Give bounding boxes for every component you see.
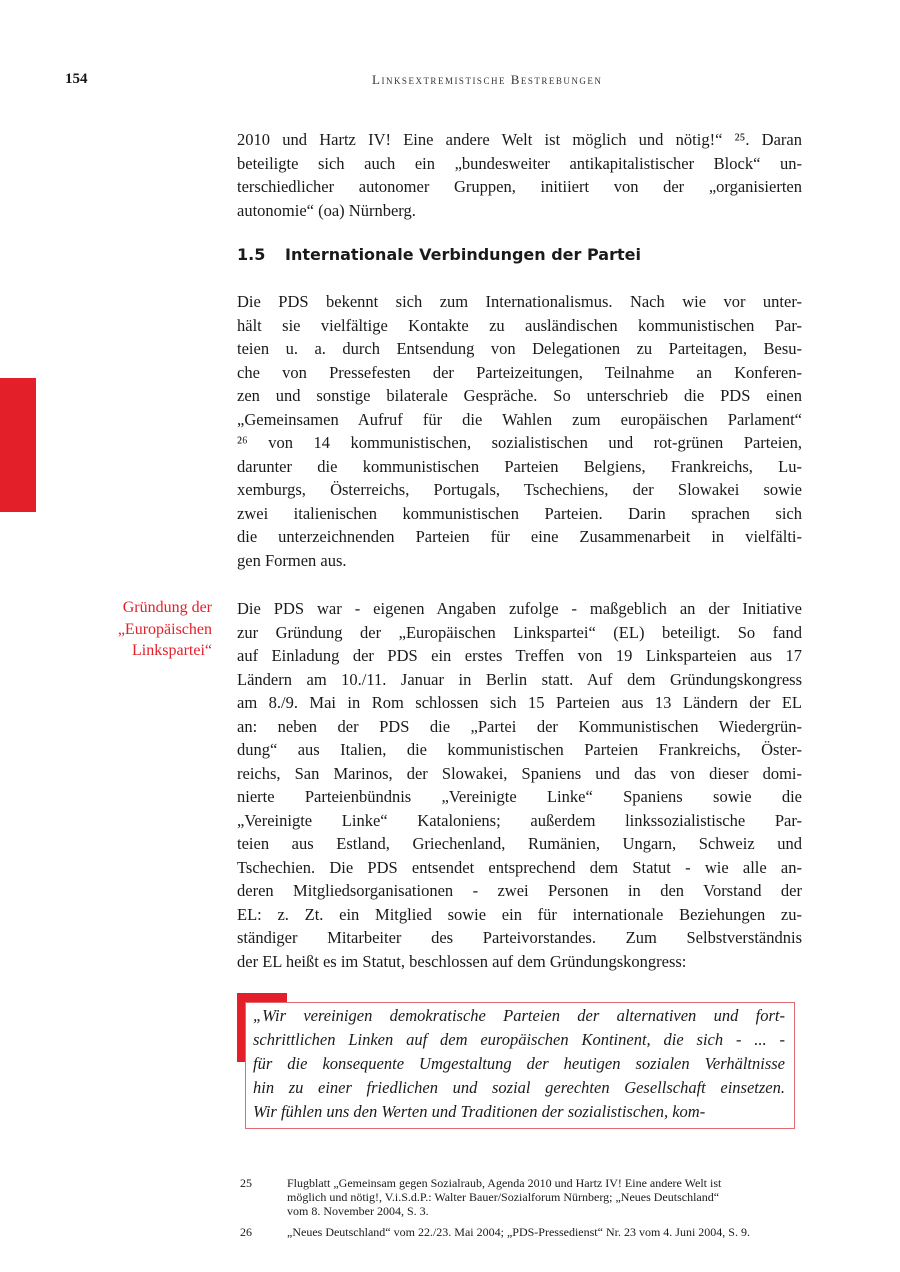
text-line: darunter die kommunistischen Parteien Belgiens, Frankreichs, Lu- [237, 456, 802, 476]
text-line: che von Pressefesten der Parteizeitungen, Teilnahme an Konferen- [237, 362, 802, 382]
text-line: für die konsequente Umgestaltung der heutigen sozialen Verhältnisse [253, 1054, 785, 1073]
running-head: Linksextremistische Bestrebungen [372, 72, 603, 87]
margin-note [118, 597, 212, 662]
paragraph-2 [237, 290, 802, 572]
footnote-number: 25 [240, 1176, 252, 1190]
footnote-number: 26 [240, 1225, 252, 1239]
text-line: nierte Parteienbündnis „Vereinigte Linke“ Spaniens sowie die [237, 787, 802, 806]
text-line: deren Mitgliedsorganisationen - zwei Personen in den Vorstand der [237, 881, 802, 900]
text-line: Die PDS bekennt sich zum Internationalismus. Nach wie vor unter- [237, 292, 802, 311]
text-line: EL: z. Zt. ein Mitglied sowie ein für internationale Beziehungen zu- [237, 904, 802, 924]
text-line: terschiedlicher autonomer Gruppen, initiiert von der „organisierten [237, 177, 802, 196]
paragraph-1 [237, 128, 802, 222]
text-line: vom 8. November 2004, S. 3. [287, 1204, 429, 1218]
text-line: gen Formen aus. [237, 550, 347, 570]
text-line: Wir fühlen uns den Werten und Traditionen der sozialistischen, kom- [253, 1102, 706, 1121]
footnote-text [287, 1225, 807, 1239]
text-line: „Vereinigte Linke“ Kataloniens; außerdem linkssozialistische Par- [237, 810, 802, 830]
section-title: Internationale Verbindungen der Partei [285, 245, 641, 264]
text-line: zwei italienischen kommunistischen Parteien. Darin sprachen sich [237, 503, 802, 523]
text-line: möglich und nötig!, V.i.S.d.P.: Walter Bauer/Sozialforum Nürnberg; „Neues Deutschland“ [287, 1190, 720, 1204]
text-line: „Gemeinsamen Aufruf für die Wahlen zum europäischen Parlament“ [237, 409, 802, 429]
section-number: 1.5 [237, 245, 266, 264]
text-line: autonomie“ (oa) Nürnberg. [237, 200, 416, 220]
footnote-text [287, 1176, 807, 1218]
text-line: teien aus Estland, Griechenland, Rumänien, Ungarn, Schweiz und [237, 834, 802, 853]
text-line: der EL heißt es im Statut, beschlossen auf dem Gründungskongress: [237, 951, 687, 971]
text-line: schrittlichen Linken auf dem europäischen Kontinent, die sich - ... - [253, 1030, 785, 1049]
text-line: hält sie vielfältige Kontakte zu ausländischen kommunistischen Par- [237, 315, 802, 335]
text-line: Flugblatt „Gemeinsam gegen Sozialraub, Agenda 2010 und Hartz IV! Eine andere Welt ist [287, 1176, 722, 1190]
section-marker-bar [0, 378, 36, 512]
page-number: 154 [65, 71, 88, 87]
text-line: xemburgs, Österreichs, Portugals, Tschechiens, der Slowakei sowie [237, 480, 802, 499]
text-line: „Neues Deutschland“ vom 22./23. Mai 2004; „PDS-Pressedienst“ Nr. 23 vom 4. Juni 2004, S. 9. [287, 1225, 750, 1239]
text-line: Gründung der [122, 599, 212, 616]
text-line: dung“ aus Italien, die kommunistischen Parteien Frankreichs, Öster- [237, 740, 802, 759]
text-line: ständiger Mitarbeiter des Parteivorstandes. Zum Selbstverständnis [237, 928, 802, 947]
text-line: Linkspartei“ [132, 642, 212, 659]
text-line: auf Einladung der PDS ein erstes Treffen von 19 Linksparteien aus 17 [237, 646, 802, 665]
text-line: „Europäischen [117, 620, 212, 638]
text-line: Ländern am 10./11. Januar in Berlin statt. Auf dem Gründungskongress [237, 669, 802, 689]
text-line: zen und sonstige bilaterale Gespräche. So unterschrieb die PDS einen [237, 386, 802, 405]
section-heading [237, 245, 641, 264]
text-line: zur Gründung der „Europäischen Linkspartei“ (EL) beteiligt. So fand [237, 622, 802, 642]
text-line: Tschechien. Die PDS entsendet entsprechend dem Statut - wie alle an- [237, 857, 802, 877]
block-quote [253, 1004, 785, 1124]
text-line: „Wir vereinigen demokratische Parteien der alternativen und fort- [253, 1006, 785, 1025]
text-line: teien u. a. durch Entsendung von Delegationen zu Parteitagen, Besu- [237, 339, 802, 358]
text-line: 2010 und Hartz IV! Eine andere Welt ist möglich und nötig!“ ²⁵. Daran [237, 130, 802, 149]
text-line: an: neben der PDS die „Partei der Kommunistischen Wiedergrün- [237, 716, 802, 736]
text-line: reichs, San Marinos, der Slowakei, Spaniens und das von dieser domi- [237, 763, 802, 783]
text-line: Die PDS war - eigenen Angaben zufolge - maßgeblich an der Initiative [237, 599, 802, 618]
text-line: ²⁶ von 14 kommunistischen, sozialistischen und rot-grünen Parteien, [237, 433, 802, 452]
paragraph-3 [237, 597, 802, 973]
text-line: am 8./9. Mai in Rom schlossen sich 15 Parteien aus 13 Ländern der EL [237, 693, 802, 712]
text-line: hin zu einer friedlichen und sozial gerechten Gesellschaft einsetzen. [253, 1078, 785, 1097]
text-line: beteiligte sich auch ein „bundesweiter antikapitalistischer Block“ un- [237, 153, 802, 173]
text-line: die unterzeichnenden Parteien für eine Zusammenarbeit in vielfälti- [237, 527, 802, 546]
